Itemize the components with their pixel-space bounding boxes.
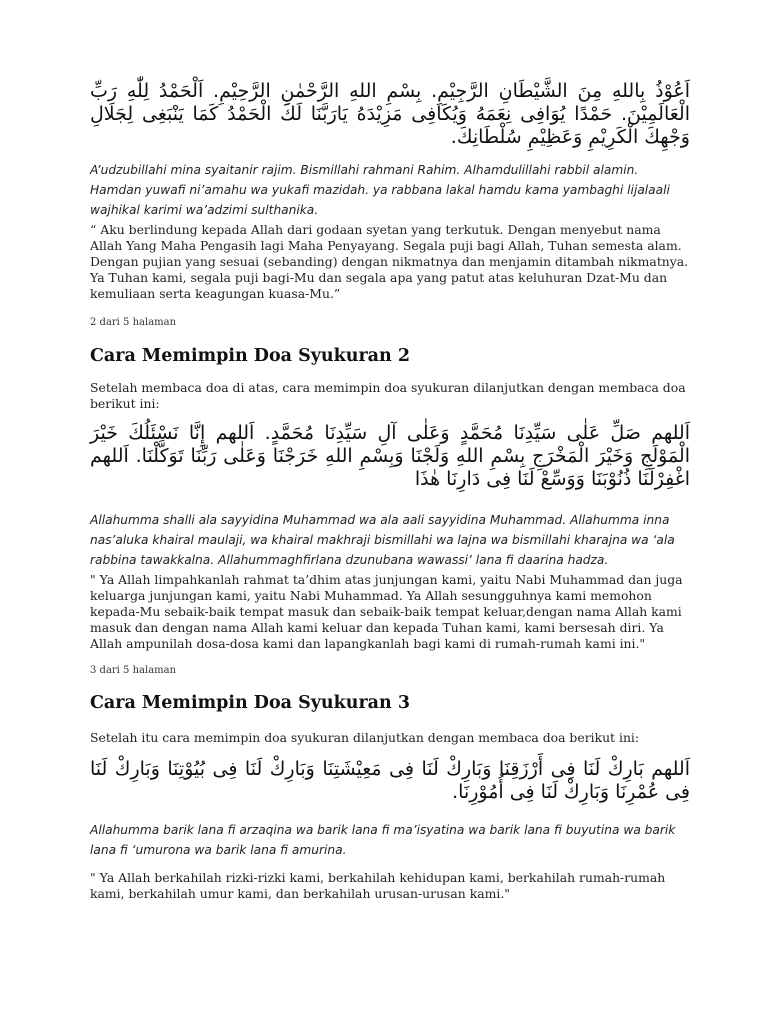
section-heading-3: Cara Memimpin Doa Syukuran 3 [90, 693, 411, 713]
section-intro-3: Setelah itu cara memimpin doa syukuran dilanjutkan dengan membaca doa berikut ini: [90, 730, 640, 745]
transliteration-1: A’udzubillahi mina syaitanir rajim. Bismillahi rahmani Rahim. Alhamdulillahi rabbil alamin. Hamdan yuwafi ni’amahu wa yukafi mazidah. ya rabbana lakal hamdu kama yambaghi lijalaali wajhikal karimi wa’adzimi sulthanika. [90, 163, 670, 217]
translation-3: " Ya Allah berkahilah rizki-rizki kami, berkahilah kehidupan kami, berkahilah rumah-rumah kami, berkahilah umur kami, dan berkahilah urusan-urusan kami." [90, 870, 666, 901]
arabic-prayer-3: اَللهم بَارِكْ لَنَا فِى أَرْزَقِنَا وَبَارِكْ لَنَا فِى مَعِيْشَتِنَا وَبَارِكْ لَنَا فِى بُيُوْتِنَا وَبَارِكْ لَنَا فِى عُمْرِنَا وَبَارِكْ لَنَا فِى أُمُوْرِنَا. [90, 758, 690, 803]
arabic-prayer-2: اَللهم صَلِّ عَلٰى سَيِّدِنَا مُحَمَّدٍ وَعَلٰى آلِ سَيِّدِنَا مُحَمَّدٍ. اَللهم إِنَّا نَسْئَلُكَ خَيْرَ الْمَوْلَجِ وَخَيْرَ الْمَخْرَجِ بِسْمِ اللهِ وَلَجْنَا وَبِسْمِ اللهِ خَرَجْنَا وَعَلٰى رَبِّنَا تَوَكَّلْنَا. اَللهم اغْفِرْلَنَا ذُنُوْبَنَا وَوَسِّعْ لَنَا فِى دَارِنَا هٰذَا [90, 422, 690, 490]
transliteration-3: Allahumma barik lana fi arzaqina wa barik lana fi ma’isyatina wa barik lana fi buyutina wa barik lana fi ‘umurona wa barik lana fi amurina. [90, 823, 676, 857]
transliteration-2: Allahumma shalli ala sayyidina Muhammad wa ala aali sayyidina Muhammad. Allahumma inna nas’aluka khairal maulaji, wa khairal makhraji bismillahi wa lajna wa bismillahi kharajna wa ‘ala rabbina tawakkalna. Allahummaghfirlana dzunubana wawassi’ lana fi daarina hadza. [90, 513, 675, 567]
page-indicator-3: 3 dari 5 halaman [90, 665, 177, 676]
section-heading-2: Cara Memimpin Doa Syukuran 2 [90, 346, 411, 366]
translation-2: " Ya Allah limpahkanlah rahmat ta’dhim atas junjungan kami, yaitu Nabi Muhammad dan juga keluarga junjungan kami, yaitu Nabi Muhammad. Ya Allah sesungguhnya kami memohon kepada-Mu sebaik-baik tempat masuk dan sebaik-baik tempat keluar,dengan nama Allah kami masuk dan dengan nama Allah kami keluar dan kepada Tuhan kami, kami bersesah diri. Ya Allah ampunilah dosa-dosa kami dan lapangkanlah bagi kami di rumah-rumah kami ini." [90, 572, 683, 651]
arabic-prayer-1: اَعُوْذُ بِاللهِ مِنَ الشَّيْطَانِ الرَّجِيْمِ. بِسْمِ اللهِ الرَّحْمٰنِ الرَّحِيْمِ. اَلْحَمْدُ لِلّٰهِ رَبِّ الْعَالَمِيْنَ. حَمْدًا يُوَافِى نِعَمَهُ وَيُكَافِى مَزِيْدَهُ يَارَبَّنَا لَكَ الْحَمْدُ كَمَا يَنْبَغِى لِجَلَالِ وَجْهِكَ الْكَرِيْمِ وَعَظِيْمِ سُلْطَانِكَ. [90, 80, 690, 148]
section-intro-2: Setelah membaca doa di atas, cara memimpin doa syukuran dilanjutkan dengan membaca doa berikut ini: [90, 380, 686, 411]
page-indicator-2: 2 dari 5 halaman [90, 317, 177, 328]
translation-1: “ Aku berlindung kepada Allah dari godaan syetan yang terkutuk. Dengan menyebut nama Allah Yang Maha Pengasih lagi Maha Penyayang. Segala puji bagi Allah, Tuhan semesta alam. Dengan pujian yang sesuai (sebanding) dengan nikmatnya dan menjamin ditambah nikmatnya. Ya Tuhan kami, segala puji bagi-Mu dan segala apa yang patut atas keluhuran Dzat-Mu dan kemuliaan serta keagungan kuasa-Mu.” [90, 222, 689, 301]
